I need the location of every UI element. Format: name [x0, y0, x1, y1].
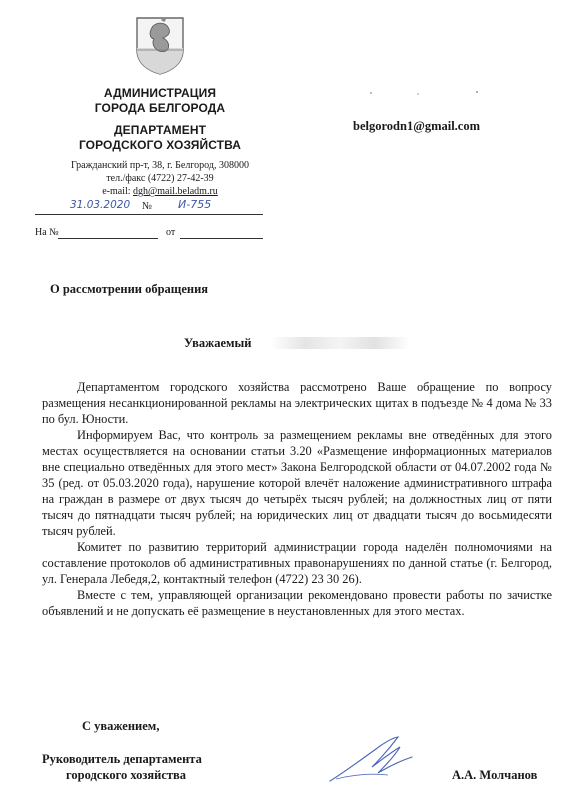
handwritten-number: И-755: [178, 198, 212, 211]
redacted-recipient-name: [270, 337, 410, 349]
dept-email-link[interactable]: dgh@mail.beladm.ru: [133, 186, 218, 197]
dept-name-line2: ГОРОДСКОГО ХОЗЯЙСТВА: [78, 138, 242, 152]
coat-of-arms-emblem: [133, 14, 187, 76]
signer-title-line1: Руководитель департамента: [42, 752, 202, 766]
dept-name-line1: ДЕПАРТАМЕНТ: [113, 123, 207, 137]
body-paragraph-1: Департаментом городского хозяйства рассмотрено Ваше обращение по вопросу размещения несанкционированной рекламы на электрических щитах в подъезде № 4 дома № 33 по бул. Юности.: [42, 380, 552, 426]
letter-subject: О рассмотрении обращения: [50, 282, 209, 296]
ref-label: На №: [35, 227, 59, 238]
ref-from-label: от: [166, 227, 176, 238]
greeting: Уважаемый: [184, 336, 252, 350]
dept-phone: тел./факс (4722) 27-42-39: [106, 173, 214, 184]
org-name-line2: ГОРОДА БЕЛГОРОДА: [94, 101, 226, 115]
recipient-email: belgorodn1@gmail.com: [353, 119, 481, 133]
letter-body: [42, 379, 552, 619]
body-paragraph-2: Информируем Вас, что контроль за размещением рекламы вне отведённых для этого местах осуществляется на основании статьи 3.20 «Размещение информационных материалов вне специально отведённых для этого мест» Закона Белгородской области от 04.07.2002 года № 35 (ред. от 05.03.2020 года), нарушение которой влечёт наложение административного штрафа на граждан в размере от двух тысяч до четырёх тысяч рублей; на должностных лиц от пяти тысяч до пятнадцати тысяч рублей; на юридических лиц от двадцати тысяч до восьмидесяти тысяч рублей.: [42, 428, 552, 538]
body-paragraph-3: Комитет по развитию территорий администрации города наделён полномочиями на составление протоколов об административных правонарушениях по данной статье (г. Белгород, ул. Генерала Лебедя,2, контактный телефон (4722) 23 30 26).: [42, 540, 552, 586]
handwritten-signature: [318, 735, 428, 785]
closing-regards: С уважением,: [82, 719, 160, 733]
dept-email-line: [55, 185, 265, 198]
redacted-recipient-marks: [365, 88, 485, 98]
body-paragraph-4: Вместе с тем, управляющей организации рекомендовано провести работы по зачистке объявлений и не допускать её размещение в неустановленных для этого местах.: [42, 588, 552, 618]
handwritten-date: 31.03.2020: [70, 199, 131, 211]
dept-address: Гражданский пр-т, 38, г. Белгород, 308000: [71, 160, 249, 171]
ref-date-line: [180, 237, 263, 239]
signer-name: А.А. Молчанов: [452, 768, 538, 782]
org-name-line1: АДМИНИСТРАЦИЯ: [103, 86, 217, 100]
email-label: e-mail:: [102, 186, 134, 197]
signer-title-line2: городского хозяйства: [66, 768, 187, 782]
ref-number-line: [58, 237, 158, 239]
outgoing-line: [35, 213, 263, 215]
number-sign: №: [142, 201, 153, 212]
